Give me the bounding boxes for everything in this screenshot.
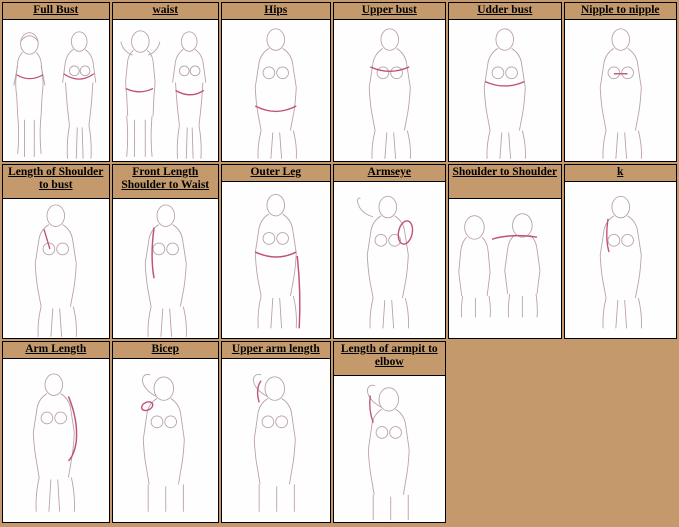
- cell-shoulder-to-shoulder: [448, 164, 561, 339]
- chart-row-2: [2, 164, 677, 339]
- cell-front-length-shoulder-to-waist: [112, 164, 220, 339]
- figure-armseye: [334, 182, 445, 338]
- cell-udder-bust: [448, 2, 561, 162]
- cell-label: Shoulder to Shoulder: [449, 165, 560, 199]
- cell-label: Hips: [222, 3, 330, 20]
- figure-bicep: [113, 359, 219, 522]
- cell-label: Length of armpit to elbow: [334, 342, 445, 376]
- cell-waist: [112, 2, 220, 162]
- cell-arm-length: [2, 341, 110, 523]
- figure-udder-bust: [449, 20, 560, 161]
- cell-hips: [221, 2, 331, 162]
- figure-arm-length: [3, 359, 109, 522]
- cell-empty-1: [448, 341, 561, 523]
- cell-full-bust: [2, 2, 110, 162]
- cell-label: Front Length Shoulder to Waist: [113, 165, 219, 199]
- figure-upper-bust: [334, 20, 445, 161]
- cell-empty-2: [564, 341, 677, 523]
- cell-label: Arm Length: [3, 342, 109, 359]
- cell-bicep: [112, 341, 220, 523]
- cell-label: Length of Shoulder to bust: [3, 165, 109, 199]
- cell-label: Armseye: [334, 165, 445, 182]
- chart-row-1: [2, 2, 677, 162]
- cell-outer-leg: [221, 164, 331, 339]
- cell-armseye: [333, 164, 446, 339]
- figure-empty-2: [564, 341, 677, 523]
- figure-hips: [222, 20, 330, 161]
- cell-label: Nipple to nipple: [565, 3, 676, 20]
- cell-label: Outer Leg: [222, 165, 330, 182]
- cell-label: Full Bust: [3, 3, 109, 20]
- figure-shoulder-to-shoulder: [449, 199, 560, 338]
- figure-k: [565, 182, 676, 338]
- cell-k: [564, 164, 677, 339]
- figure-empty-1: [448, 341, 561, 523]
- cell-upper-bust: [333, 2, 446, 162]
- figure-waist: [113, 20, 219, 161]
- figure-full-bust: [3, 20, 109, 161]
- figure-nipple-to-nipple: [565, 20, 676, 161]
- figure-length-armpit-to-elbow: [334, 376, 445, 522]
- cell-label: Upper arm length: [222, 342, 330, 359]
- cell-nipple-to-nipple: [564, 2, 677, 162]
- cell-label: Bicep: [113, 342, 219, 359]
- cell-label: Udder bust: [449, 3, 560, 20]
- chart-row-3: [2, 341, 677, 523]
- cell-label: Upper bust: [334, 3, 445, 20]
- figure-front-length-shoulder-to-waist: [113, 199, 219, 338]
- cell-length-shoulder-to-bust: [2, 164, 110, 339]
- cell-label: k: [565, 165, 676, 182]
- cell-label: waist: [113, 3, 219, 20]
- figure-upper-arm-length: [222, 359, 330, 522]
- figure-outer-leg: [222, 182, 330, 338]
- cell-upper-arm-length: [221, 341, 331, 523]
- figure-length-shoulder-to-bust: [3, 199, 109, 338]
- cell-length-armpit-to-elbow: [333, 341, 446, 523]
